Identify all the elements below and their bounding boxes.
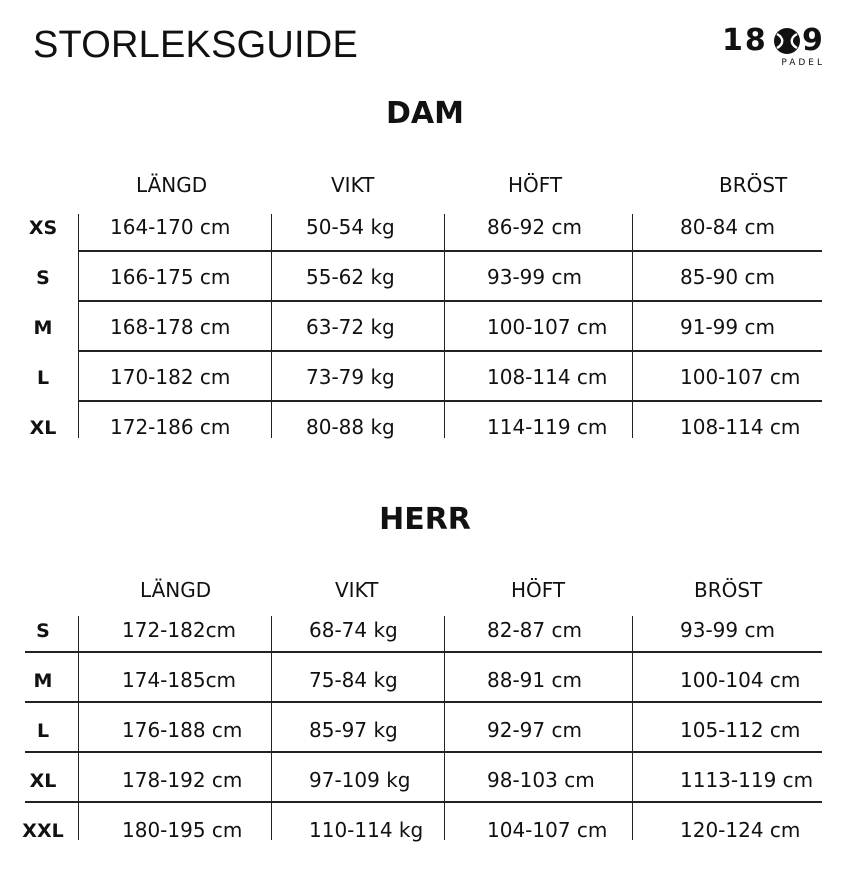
size-label: XL: [29, 417, 57, 439]
cell-brost: 100-104 cm: [680, 668, 801, 692]
cell-hoft: 92-97 cm: [487, 718, 582, 742]
cell-langd: 174-185cm: [122, 668, 237, 692]
cell-langd: 168-178 cm: [110, 315, 231, 339]
cell-langd: 164-170 cm: [110, 215, 231, 239]
cell-brost: 85-90 cm: [680, 265, 775, 289]
size-label: XXL: [22, 820, 64, 842]
cell-vikt: 110-114 kg: [309, 818, 424, 842]
size-label: L: [36, 720, 50, 742]
logo-number-right: 9: [802, 23, 825, 58]
herr-header-brost: BRÖST: [694, 578, 763, 602]
cell-brost: 120-124 cm: [680, 818, 801, 842]
row-divider: [78, 300, 822, 302]
cell-hoft: 114-119 cm: [487, 415, 608, 439]
table-divider: [632, 616, 633, 840]
table-divider: [632, 214, 633, 438]
cell-vikt: 55-62 kg: [306, 265, 395, 289]
cell-vikt: 85-97 kg: [309, 718, 398, 742]
cell-vikt: 63-72 kg: [306, 315, 395, 339]
table-divider: [271, 214, 272, 438]
row-divider: [25, 751, 822, 753]
page-title: STORLEKSGUIDE: [33, 24, 358, 66]
cell-vikt: 73-79 kg: [306, 365, 395, 389]
table-divider: [271, 616, 272, 840]
size-label: S: [36, 620, 50, 642]
cell-vikt: 80-88 kg: [306, 415, 395, 439]
cell-langd: 180-195 cm: [122, 818, 243, 842]
size-label: S: [36, 267, 50, 289]
cell-hoft: 104-107 cm: [487, 818, 608, 842]
size-label: XL: [29, 770, 57, 792]
size-label: L: [36, 367, 50, 389]
herr-header-hoft: HÖFT: [511, 578, 566, 602]
cell-langd: 172-182cm: [122, 618, 237, 642]
row-divider: [25, 801, 822, 803]
size-label: XS: [28, 217, 58, 239]
herr-header-langd: LÄNGD: [140, 578, 212, 602]
cell-vikt: 68-74 kg: [309, 618, 398, 642]
row-divider: [78, 400, 822, 402]
size-label: M: [33, 670, 53, 692]
table-divider: [444, 616, 445, 840]
cell-hoft: 88-91 cm: [487, 668, 582, 692]
row-divider: [78, 350, 822, 352]
cell-langd: 178-192 cm: [122, 768, 243, 792]
cell-brost: 1113-119 cm: [680, 768, 814, 792]
cell-brost: 100-107 cm: [680, 365, 801, 389]
cell-hoft: 108-114 cm: [487, 365, 608, 389]
cell-brost: 80-84 cm: [680, 215, 775, 239]
row-divider: [25, 701, 822, 703]
cell-hoft: 86-92 cm: [487, 215, 582, 239]
cell-vikt: 50-54 kg: [306, 215, 395, 239]
herr-section-title: HERR: [379, 502, 471, 537]
cell-langd: 170-182 cm: [110, 365, 231, 389]
table-divider: [78, 214, 79, 438]
cell-langd: 166-175 cm: [110, 265, 231, 289]
cell-hoft: 82-87 cm: [487, 618, 582, 642]
logo-number-left: 18: [722, 23, 768, 58]
cell-brost: 105-112 cm: [680, 718, 801, 742]
dam-header-brost: BRÖST: [719, 173, 788, 197]
dam-section-title: DAM: [386, 96, 464, 131]
cell-hoft: 98-103 cm: [487, 768, 595, 792]
cell-vikt: 75-84 kg: [309, 668, 398, 692]
row-divider: [25, 651, 822, 653]
cell-hoft: 93-99 cm: [487, 265, 582, 289]
cell-langd: 176-188 cm: [122, 718, 243, 742]
cell-brost: 108-114 cm: [680, 415, 801, 439]
cell-hoft: 100-107 cm: [487, 315, 608, 339]
brand-logo: [722, 24, 827, 70]
cell-vikt: 97-109 kg: [309, 768, 411, 792]
table-divider: [78, 616, 79, 840]
dam-header-vikt: VIKT: [331, 173, 375, 197]
cell-brost: 91-99 cm: [680, 315, 775, 339]
logo-subtitle: PADEL: [781, 58, 825, 68]
herr-header-vikt: VIKT: [335, 578, 379, 602]
cell-brost: 93-99 cm: [680, 618, 775, 642]
cell-langd: 172-186 cm: [110, 415, 231, 439]
padel-ball-icon: [773, 27, 801, 55]
table-divider: [444, 214, 445, 438]
row-divider: [78, 250, 822, 252]
dam-header-langd: LÄNGD: [136, 173, 208, 197]
dam-header-hoft: HÖFT: [508, 173, 563, 197]
size-label: M: [33, 317, 53, 339]
